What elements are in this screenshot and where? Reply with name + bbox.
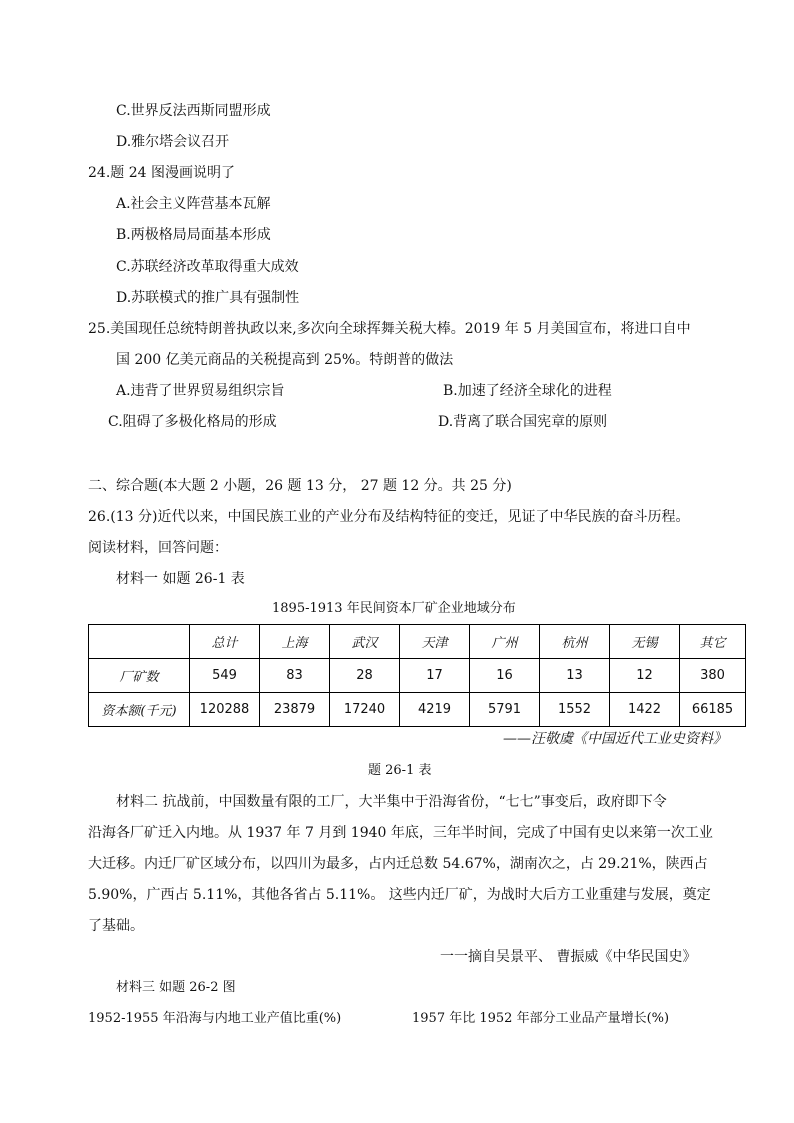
table-header-cell: 上海 bbox=[260, 625, 330, 659]
q25-option-c: C.阻碍了多极化格局的形成 bbox=[108, 414, 277, 430]
chart2-title: 1957 年比 1952 年部分工业品产量增长(%) bbox=[412, 1011, 670, 1026]
table-cell: 120288 bbox=[190, 693, 260, 727]
table-cell: 83 bbox=[260, 659, 330, 693]
section-heading: 二、综合题(本大题 2 小题，26 题 13 分， 27 题 12 分。共 25 分) bbox=[88, 478, 512, 494]
q24-option-a: A.社会主义阵营基本瓦解 bbox=[116, 196, 271, 212]
table-cell: 12 bbox=[610, 659, 680, 693]
material2-line2: 沿海各厂矿迁入内地。从 1937 年 7 月到 1940 年底，三年半时间，完成了中国有史以来第一次工业 bbox=[88, 825, 713, 841]
table-row-label: 厂矿数 bbox=[89, 659, 190, 693]
table-row-label: 资本额(千元) bbox=[89, 693, 190, 727]
q24-option-d: D.苏联模式的推广具有强制性 bbox=[116, 290, 300, 306]
table-header-cell: 天津 bbox=[400, 625, 470, 659]
table-cell: 66185 bbox=[680, 693, 746, 727]
table-header-cell: 广州 bbox=[470, 625, 540, 659]
q26-stem-line1: 26.(13 分)近代以来，中国民族工业的产业分布及结构特征的变迁，见证了中华民族的奋斗历程。 bbox=[88, 509, 690, 525]
table-cell: 5791 bbox=[470, 693, 540, 727]
table-header-row bbox=[89, 625, 746, 659]
table-row bbox=[89, 693, 746, 727]
material1-label: 材料一 如题 26-1 表 bbox=[116, 571, 245, 587]
material2-line1: 材料二 抗战前，中国数量有限的工厂，大半集中于沿海省份，“七七”事变后，政府即下令 bbox=[116, 794, 667, 810]
table-cell: 13 bbox=[540, 659, 610, 693]
q24-option-c: C.苏联经济改革取得重大成效 bbox=[116, 259, 299, 275]
material2-line3: 大迁移。内迁厂矿区域分布，以四川为最多，占内迁总数 54.67%，湖南次之，占 29.21%，陕西占 bbox=[88, 856, 708, 872]
table-cell: 17240 bbox=[330, 693, 400, 727]
material2-line4: 5.90%，广西占 5.11%，其他各省占 5.11%。 这些内迁厂矿，为战时大后方工业重建与发展，奠定 bbox=[88, 887, 711, 903]
table-header-cell: 武汉 bbox=[330, 625, 400, 659]
q25-option-a: A.违背了世界贸易组织宗旨 bbox=[116, 383, 285, 399]
q25-stem-line1: 25.美国现任总统特朗普执政以来,多次向全球挥舞关税大棒。2019 年 5 月美国宣布，将进口自中 bbox=[88, 321, 691, 337]
table-header-cell: 其它 bbox=[680, 625, 746, 659]
chart1-title: 1952-1955 年沿海与内地工业产值比重(%) bbox=[88, 1011, 342, 1026]
table-cell: 4219 bbox=[400, 693, 470, 727]
table-header-cell: 无锡 bbox=[610, 625, 680, 659]
table-cell: 549 bbox=[190, 659, 260, 693]
table-cell: 380 bbox=[680, 659, 746, 693]
q24-stem: 24.题 24 图漫画说明了 bbox=[88, 165, 235, 181]
table-caption: 题 26-1 表 bbox=[368, 763, 432, 778]
material3-label: 材料三 如题 26-2 图 bbox=[116, 980, 236, 995]
q26-stem-line2: 阅读材料，回答问题： bbox=[88, 540, 228, 556]
table-cell: 23879 bbox=[260, 693, 330, 727]
q25-option-b: B.加速了经济全球化的进程 bbox=[443, 383, 612, 399]
capital-distribution-table bbox=[88, 624, 746, 727]
table-source: ——汪敬虞《中国近代工业史资料》 bbox=[503, 731, 727, 747]
table-title: 1895-1913 年民间资本厂矿企业地域分布 bbox=[272, 601, 516, 616]
table-header-cell: 总计 bbox=[190, 625, 260, 659]
q23-option-c: C.世界反法西斯同盟形成 bbox=[116, 103, 271, 119]
table-row bbox=[89, 659, 746, 693]
table-cell: 17 bbox=[400, 659, 470, 693]
material2-source: 一一摘自吴景平、 曹振威《中华民国史》 bbox=[440, 949, 697, 965]
table-header-cell: 杭州 bbox=[540, 625, 610, 659]
table-cell: 16 bbox=[470, 659, 540, 693]
material2-line5: 了基础。 bbox=[88, 918, 144, 934]
q23-option-d: D.雅尔塔会议召开 bbox=[116, 134, 230, 150]
table-cell: 1422 bbox=[610, 693, 680, 727]
table-cell: 1552 bbox=[540, 693, 610, 727]
table-header-cell bbox=[89, 625, 190, 659]
q25-stem-line2: 国 200 亿美元商品的关税提高到 25%。特朗普的做法 bbox=[116, 352, 454, 368]
q25-option-d: D.背离了联合国宪章的原则 bbox=[438, 414, 608, 430]
q24-option-b: B.两极格局局面基本形成 bbox=[116, 227, 271, 243]
table-cell: 28 bbox=[330, 659, 400, 693]
